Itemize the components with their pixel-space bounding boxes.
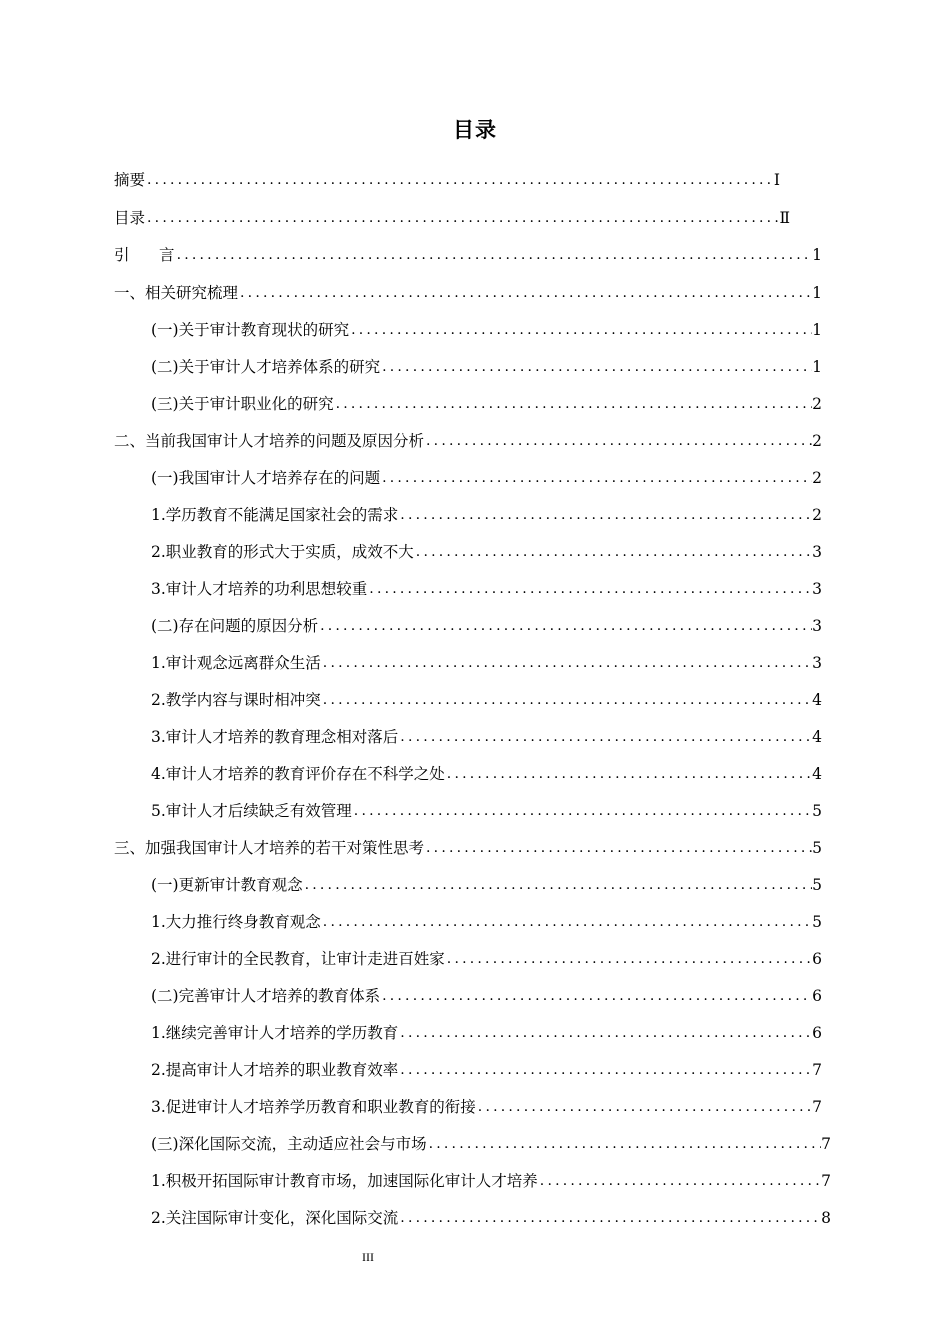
toc-dot-leader bbox=[398, 1019, 812, 1047]
toc-dot-leader bbox=[321, 649, 812, 677]
toc-page-number: 6 bbox=[812, 987, 822, 1005]
toc-entry-label: 1.大力推行终身教育观念 bbox=[151, 913, 321, 931]
toc-entry-section-1-1[interactable] bbox=[151, 316, 822, 344]
toc-dot-leader bbox=[349, 316, 812, 344]
toc-dot-leader bbox=[398, 723, 812, 751]
toc-dot-leader bbox=[238, 279, 812, 307]
toc-entry-label: 2.进行审计的全民教育，让审计走进百姓家 bbox=[151, 950, 445, 968]
toc-entry-label: (三)关于审计职业化的研究 bbox=[151, 395, 334, 413]
toc-entry-abstract[interactable] bbox=[114, 166, 780, 194]
toc-page-number: 1 bbox=[812, 321, 822, 339]
toc-dot-leader bbox=[538, 1167, 821, 1195]
toc-entry-label: 摘要 bbox=[114, 171, 146, 189]
toc-entry-section-2-2-5[interactable] bbox=[151, 797, 822, 825]
toc-page-number: 4 bbox=[812, 765, 822, 783]
toc-entry-section-2-2-3[interactable] bbox=[151, 723, 822, 751]
toc-entry-section-2-1[interactable] bbox=[151, 464, 822, 492]
toc-page-number: 5 bbox=[812, 802, 822, 820]
toc-page-number: 2 bbox=[812, 506, 822, 524]
toc-entry-label: 引 言 bbox=[114, 246, 175, 264]
toc-entry-section-3-2-2[interactable] bbox=[151, 1056, 822, 1084]
toc-entry-label: 1.审计观念远离群众生活 bbox=[151, 654, 321, 672]
toc-dot-leader bbox=[445, 760, 812, 788]
toc-entry-label: 1.积极开拓国际审计教育市场，加速国际化审计人才培养 bbox=[151, 1172, 538, 1190]
toc-entry-section-2-2-2[interactable] bbox=[151, 686, 822, 714]
toc-dot-leader bbox=[424, 427, 812, 455]
toc-dot-leader bbox=[424, 834, 812, 862]
toc-entry-section-3-3[interactable] bbox=[151, 1130, 831, 1158]
toc-page-number: Ⅱ bbox=[779, 209, 790, 227]
toc-page-number: 1 bbox=[812, 246, 822, 264]
toc-entry-section-3[interactable] bbox=[114, 834, 822, 862]
toc-dot-leader bbox=[380, 464, 812, 492]
toc-dot-leader bbox=[427, 1130, 822, 1158]
toc-page-number: 4 bbox=[812, 728, 822, 746]
toc-entry-label: 三、加强我国审计人才培养的若干对策性思考 bbox=[114, 839, 425, 857]
toc-page-number: 5 bbox=[812, 876, 822, 894]
toc-entry-label: 一、相关研究梳理 bbox=[114, 284, 239, 302]
toc-page-number: 2 bbox=[812, 469, 822, 487]
toc-page-number: 4 bbox=[812, 691, 822, 709]
toc-page-number: 3 bbox=[812, 654, 822, 672]
toc-page-number: 3 bbox=[812, 580, 822, 598]
toc-dot-leader bbox=[321, 908, 812, 936]
toc-entry-label: (一)关于审计教育现状的研究 bbox=[151, 321, 350, 339]
toc-entry-label: (二)完善审计人才培养的教育体系 bbox=[151, 987, 381, 1005]
toc-dot-leader bbox=[476, 1093, 812, 1121]
toc-page-number: 1 bbox=[812, 284, 822, 302]
toc-entry-section-2-1-3[interactable] bbox=[151, 575, 822, 603]
toc-entry-label: 3.审计人才培养的功利思想较重 bbox=[151, 580, 368, 598]
toc-entry-section-2-1-2[interactable] bbox=[151, 538, 822, 566]
toc-entry-section-3-2[interactable] bbox=[151, 982, 822, 1010]
toc-page-number: 7 bbox=[821, 1135, 831, 1153]
toc-dot-leader bbox=[398, 1056, 812, 1084]
toc-page-number: 6 bbox=[812, 1024, 822, 1042]
toc-entry-label: 2.职业教育的形式大于实质，成效不大 bbox=[151, 543, 414, 561]
toc-entry-label: 2.关注国际审计变化，深化国际交流 bbox=[151, 1209, 399, 1227]
toc-entry-label: 5.审计人才后续缺乏有效管理 bbox=[151, 802, 352, 820]
toc-dot-leader bbox=[318, 612, 812, 640]
toc-page-number: 8 bbox=[821, 1209, 831, 1227]
toc-dot-leader bbox=[334, 390, 813, 418]
toc-entry-label: 2.教学内容与课时相冲突 bbox=[151, 691, 321, 709]
toc-page-number: 7 bbox=[821, 1172, 831, 1190]
toc-entry-label: (一)我国审计人才培养存在的问题 bbox=[151, 469, 381, 487]
toc-dot-leader bbox=[380, 982, 812, 1010]
toc-entry-section-2-2-4[interactable] bbox=[151, 760, 822, 788]
toc-page-number: 7 bbox=[812, 1061, 822, 1079]
toc-entry-section-3-1-2[interactable] bbox=[151, 945, 822, 973]
toc-dot-leader bbox=[398, 501, 812, 529]
toc-entry-section-3-3-1[interactable] bbox=[151, 1167, 831, 1195]
toc-page-number: 2 bbox=[812, 432, 822, 450]
toc-entry-section-3-2-1[interactable] bbox=[151, 1019, 822, 1047]
toc-entry-label: 2.提高审计人才培养的职业教育效率 bbox=[151, 1061, 399, 1079]
toc-entry-label: (三)深化国际交流，主动适应社会与市场 bbox=[151, 1135, 427, 1153]
toc-page-number: 3 bbox=[812, 617, 822, 635]
toc-page-number: 6 bbox=[812, 950, 822, 968]
toc-entry-section-3-2-3[interactable] bbox=[151, 1093, 822, 1121]
toc-entry-section-3-3-2[interactable] bbox=[151, 1204, 831, 1232]
toc-dot-leader bbox=[352, 797, 812, 825]
toc-entry-section-1-2[interactable] bbox=[151, 353, 822, 381]
toc-dot-leader bbox=[303, 871, 813, 899]
toc-page-number: 3 bbox=[812, 543, 822, 561]
toc-dot-leader bbox=[175, 241, 813, 269]
page-title: 目录 bbox=[453, 117, 497, 142]
toc-dot-leader bbox=[380, 353, 812, 381]
toc-entry-section-3-1-1[interactable] bbox=[151, 908, 822, 936]
toc-page-number: 2 bbox=[812, 395, 822, 413]
toc-dot-leader bbox=[321, 686, 812, 714]
toc-entry-section-2-2-1[interactable] bbox=[151, 649, 822, 677]
toc-entry-section-1[interactable] bbox=[114, 279, 822, 307]
toc-dot-leader bbox=[414, 538, 812, 566]
toc-entry-section-2-2[interactable] bbox=[151, 612, 822, 640]
toc-entry-label: (一)更新审计教育观念 bbox=[151, 876, 303, 894]
toc-entry-label: 1.学历教育不能满足国家社会的需求 bbox=[151, 506, 399, 524]
toc-entry-label: 3.审计人才培养的教育理念相对落后 bbox=[151, 728, 399, 746]
toc-dot-leader bbox=[445, 945, 812, 973]
toc-entry-section-2-1-1[interactable] bbox=[151, 501, 822, 529]
toc-entry-introduction[interactable] bbox=[114, 241, 822, 269]
toc-entry-label: 二、当前我国审计人才培养的问题及原因分析 bbox=[114, 432, 425, 450]
toc-entry-label: 1.继续完善审计人才培养的学历教育 bbox=[151, 1024, 399, 1042]
toc-entry-section-1-3[interactable] bbox=[151, 390, 822, 418]
toc-dot-leader bbox=[145, 204, 779, 232]
toc-entry-contents[interactable] bbox=[114, 204, 790, 232]
toc-dot-leader bbox=[398, 1204, 821, 1232]
toc-page-number: 5 bbox=[812, 839, 822, 857]
toc-entry-label: (二)存在问题的原因分析 bbox=[151, 617, 319, 635]
toc-page-number: 5 bbox=[812, 913, 822, 931]
toc-entry-label: (二)关于审计人才培养体系的研究 bbox=[151, 358, 381, 376]
toc-entry-section-3-1[interactable] bbox=[151, 871, 822, 899]
toc-entry-section-2[interactable] bbox=[114, 427, 822, 455]
toc-entry-label: 目录 bbox=[114, 209, 146, 227]
toc-page-number: 1 bbox=[812, 358, 822, 376]
toc-page-number: I bbox=[773, 171, 780, 189]
footer-page-number: III bbox=[362, 1250, 374, 1264]
toc-entry-label: 4.审计人才培养的教育评价存在不科学之处 bbox=[151, 765, 445, 783]
toc-dot-leader bbox=[367, 575, 812, 603]
toc-dot-leader bbox=[145, 166, 774, 194]
toc-page-number: 7 bbox=[812, 1098, 822, 1116]
toc-entry-label: 3.促进审计人才培养学历教育和职业教育的衔接 bbox=[151, 1098, 476, 1116]
